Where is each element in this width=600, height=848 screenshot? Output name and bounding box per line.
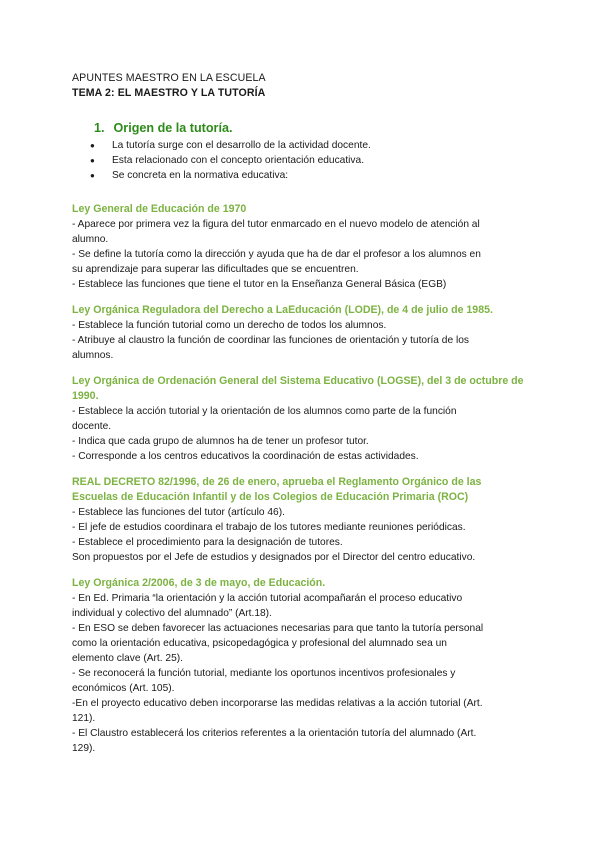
law-text-line: individual y colectivo del alumnado” (Art.18). bbox=[72, 608, 272, 619]
law-text-line: - En Ed. Primaria “la orientación y la acción tutorial acompañarán el proceso educativo bbox=[72, 593, 463, 604]
law-text-line: - Aparece por primera vez la figura del tutor enmarcado en el nuevo modelo de atención al bbox=[72, 219, 480, 230]
law-text-line: - Establece las funciones del tutor (artículo 46). bbox=[72, 507, 285, 518]
law-text-line: - Establece la acción tutorial y la orientación de los alumnos como parte de la función bbox=[72, 406, 457, 417]
law-text-line: - Indica que cada grupo de alumnos ha de tener un profesor tutor. bbox=[72, 436, 369, 447]
document-header: APUNTES MAESTRO EN LA ESCUELA bbox=[72, 72, 266, 84]
law-text-line: como la orientación educativa, psicopedagógica y profesional del alumnado sea un bbox=[72, 638, 447, 649]
law-text-line: - Establece las funciones que tiene el tutor en la Enseñanza General Básica (EGB) bbox=[72, 279, 447, 290]
list-item: ● La tutoría surge con el desarrollo de la actividad docente. bbox=[90, 138, 528, 153]
law-text-line: - Atribuye al claustro la función de coordinar las funciones de orientación y tutoría de los bbox=[72, 335, 469, 346]
topic-title: TEMA 2: EL MAESTRO Y LA TUTORÍA bbox=[72, 87, 266, 99]
law-block-1970 bbox=[72, 202, 528, 292]
law-text-line: económicos (Art. 105). bbox=[72, 683, 175, 694]
law-title: Ley Orgánica de Ordenación General del Sistema Educativo (LOGSE), del 3 de octubre de 1990. bbox=[72, 375, 524, 402]
law-text-line: 121). bbox=[72, 713, 96, 724]
section-heading bbox=[94, 120, 528, 136]
law-text-line: Son propuestos por el Jefe de estudios y designados por el Director del centro educativo. bbox=[72, 552, 476, 563]
law-text-line: docente. bbox=[72, 421, 112, 432]
list-item: ● Esta relacionado con el concepto orientación educativa. bbox=[90, 153, 528, 168]
section-number: 1. bbox=[94, 121, 105, 135]
law-block-logse bbox=[72, 374, 528, 464]
law-block-loe bbox=[72, 576, 528, 756]
law-block-roc bbox=[72, 475, 528, 565]
law-text-line: - Establece la función tutorial como un derecho de todos los alumnos. bbox=[72, 320, 387, 331]
law-text-line: alumnos. bbox=[72, 350, 114, 361]
law-title: Ley Orgánica 2/2006, de 3 de mayo, de Educación. bbox=[72, 577, 326, 589]
law-text-line: - En ESO se deben favorecer las actuaciones necesarias para que tanto la tutoría personal bbox=[72, 623, 484, 634]
list-item: ● Se concreta en la normativa educativa: bbox=[90, 168, 528, 183]
law-title: REAL DECRETO 82/1996, de 26 de enero, aprueba el Reglamento Orgánico de las Escuelas de Educación Infantil y de los Colegios de Educación Primaria (ROC) bbox=[72, 476, 482, 503]
law-text-line: - Corresponde a los centros educativos la coordinación de estas actividades. bbox=[72, 451, 419, 462]
document-page bbox=[72, 71, 528, 756]
law-text-line: - El jefe de estudios coordinara el trabajo de los tutores mediante reuniones periódicas. bbox=[72, 522, 466, 533]
law-text-line: - El Claustro establecerá los criterios referentes a la orientación tutoría del alumnado (Art. bbox=[72, 728, 477, 739]
law-text-line: -En el proyecto educativo deben incorporarse las medidas relativas a la acción tutorial (Art. bbox=[72, 698, 483, 709]
law-text-line: alumno. bbox=[72, 234, 109, 245]
law-text-line: - Se reconocerá la función tutorial, mediante los oportunos incentivos profesionales y bbox=[72, 668, 456, 679]
bullet-list bbox=[72, 138, 528, 183]
law-title: Ley Orgánica Reguladora del Derecho a LaEducación (LODE), de 4 de julio de 1985. bbox=[72, 304, 493, 316]
law-text-line: - Establece el procedimiento para la designación de tutores. bbox=[72, 537, 343, 548]
section-title: Origen de la tutoría. bbox=[113, 121, 233, 135]
law-block-lode bbox=[72, 303, 528, 363]
law-text-line: su aprendizaje para superar las dificultades que se encuentren. bbox=[72, 264, 359, 275]
law-text-line: - Se define la tutoría como la dirección y ayuda que ha de dar el profesor a los alumnos en bbox=[72, 249, 481, 260]
law-text-line: elemento clave (Art. 25). bbox=[72, 653, 183, 664]
law-text-line: 129). bbox=[72, 743, 96, 754]
law-title: Ley General de Educación de 1970 bbox=[72, 203, 247, 215]
